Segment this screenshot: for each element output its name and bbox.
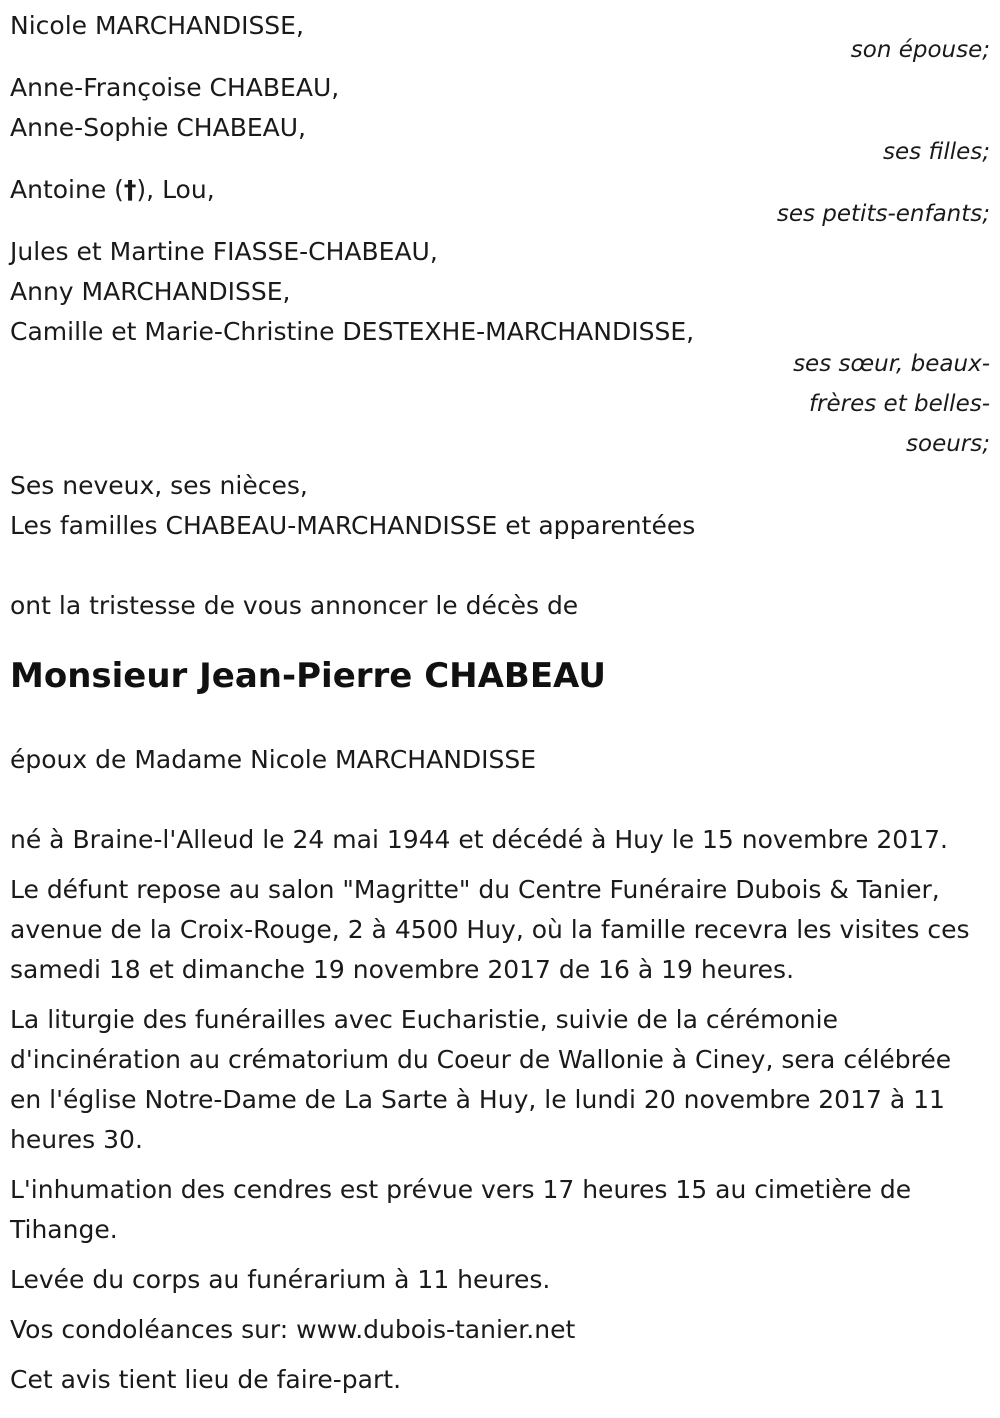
condolences-paragraph: Vos condoléances sur: www.dubois-tanier.net	[10, 1315, 576, 1344]
liturgy-paragraph: La liturgie des funérailles avec Eucharistie, suivie de la cérémonie d'incinération au crématorium du Coeur de Wallonie à Ciney, sera célébrée en l'église Notre-Dame de La Sarte à Huy, le lundi 20 novembre 2017 à 11 heures 30.	[10, 1005, 952, 1154]
sibling-name: Anny MARCHANDISSE,	[10, 277, 291, 306]
daughter-name: Anne-Françoise CHABEAU,	[10, 73, 340, 102]
relatives-line: Ses neveux, ses nièces,	[10, 471, 308, 500]
siblings-role-line: frères et belles-	[808, 391, 990, 417]
sibling-name: Camille et Marie-Christine DESTEXHE-MARCHANDISSE,	[10, 317, 695, 346]
announcement-text: ont la tristesse de vous annoncer le décès de	[10, 591, 579, 620]
daughters-block	[10, 68, 990, 172]
sibling-name: Jules et Martine FIASSE-CHABEAU,	[10, 237, 438, 266]
birth-death-paragraph: né à Braine-l'Alleud le 24 mai 1944 et décédé à Huy le 15 novembre 2017.	[10, 825, 948, 854]
daughter-name: Anne-Sophie CHABEAU,	[10, 113, 306, 142]
relatives-line: Les familles CHABEAU-MARCHANDISSE et apparentées	[10, 511, 696, 540]
levee-paragraph: Levée du corps au funérarium à 11 heures.	[10, 1265, 551, 1294]
obituary-notice	[10, 6, 990, 1410]
grandchild-name-before: Antoine (	[10, 175, 124, 204]
cross-icon: †	[123, 175, 137, 204]
grandchildren-role: ses petits-enfants;	[776, 201, 990, 227]
details-section	[10, 820, 990, 1400]
spouse-role: son épouse;	[850, 37, 990, 63]
daughters-role: ses filles;	[883, 139, 990, 165]
deceased-name: Monsieur Jean-Pierre CHABEAU	[10, 656, 606, 696]
spouse-block	[10, 6, 990, 70]
others-block	[10, 466, 990, 546]
siblings-role-line: soeurs;	[906, 431, 990, 457]
siblings-block	[10, 232, 990, 464]
siblings-role	[10, 344, 990, 464]
notice-paragraph: Cet avis tient lieu de faire-part.	[10, 1365, 402, 1394]
spouse-of-text: époux de Madame Nicole MARCHANDISSE	[10, 745, 537, 774]
inhumation-paragraph: L'inhumation des cendres est prévue vers 17 heures 15 au cimetière de Tihange.	[10, 1175, 912, 1244]
visitation-paragraph: Le défunt repose au salon "Magritte" du Centre Funéraire Dubois & Tanier, avenue de la Croix-Rouge, 2 à 4500 Huy, où la famille recevra les visites ces samedi 18 et dimanche 19 novembre 2017 de 16 à 19 heures.	[10, 875, 970, 984]
grandchild-name-after: ), Lou,	[136, 175, 215, 204]
grandchildren-block	[10, 170, 990, 234]
siblings-role-line: ses sœur, beaux-	[793, 351, 990, 377]
spouse-name: Nicole MARCHANDISSE,	[10, 11, 304, 40]
